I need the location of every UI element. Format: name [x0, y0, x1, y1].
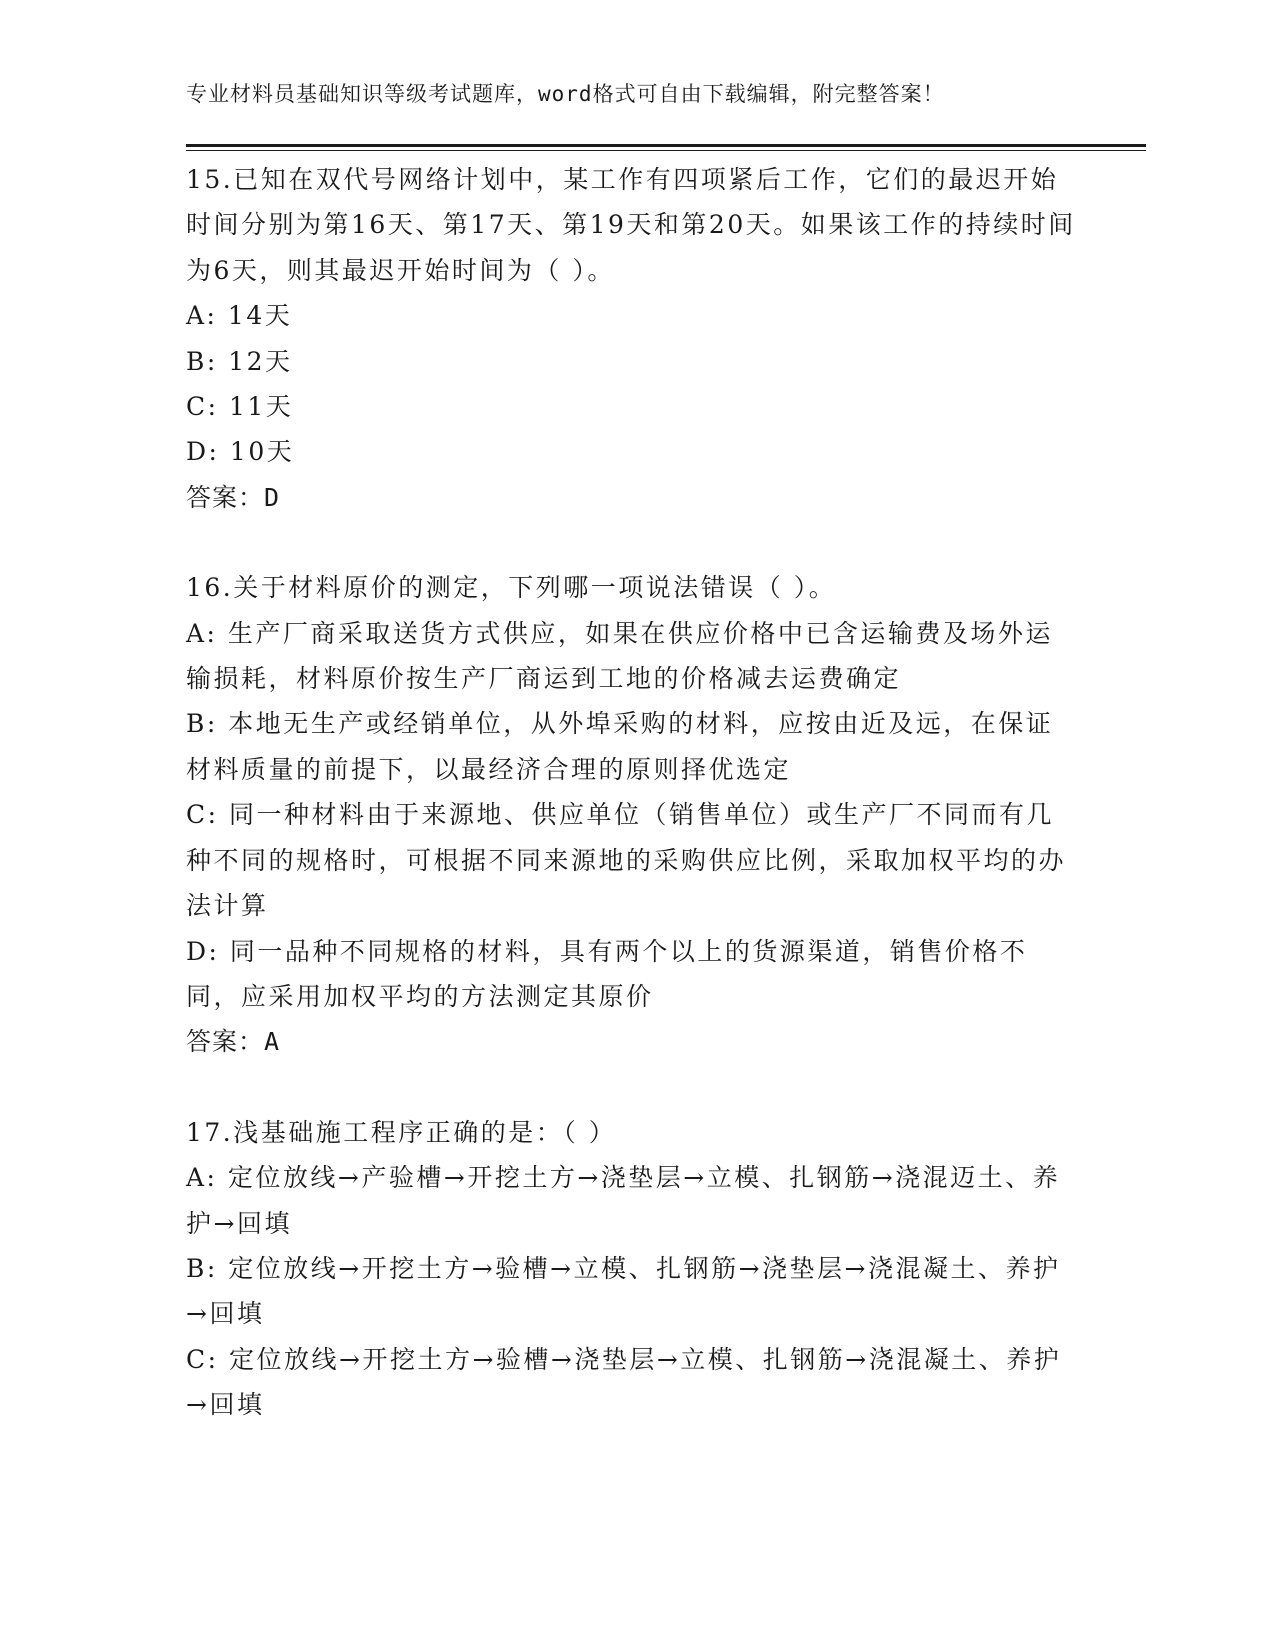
- question-17: [186, 1110, 1076, 1428]
- question-15: [186, 157, 1076, 520]
- question-stem: 15.已知在双代号网络计划中，某工作有四项紧后工作，它们的最迟开始时间分别为第16天、第17天、第19天和第20天。如果该工作的持续时间为6天，则其最迟开始时间为（ ）。: [186, 165, 1076, 285]
- option-d: D: 10天: [186, 437, 295, 467]
- answer-line: 答案：A: [186, 1027, 281, 1057]
- option-a: A: 14天: [186, 301, 293, 331]
- question-list: [186, 157, 1076, 1428]
- spacer: [186, 1065, 1076, 1110]
- option-c: C: 11天: [186, 392, 294, 422]
- header-rule-thick: [186, 144, 1146, 147]
- option-b: B: 定位放线→开挖土方→验槽→立模、扎钢筋→浇垫层→浇混凝土、养护→回填: [186, 1253, 1061, 1329]
- question-16: [186, 565, 1076, 1064]
- option-d: D: 同一品种不同规格的材料，具有两个以上的货源渠道，销售价格不同，应采用加权平均的方法测定其原价: [186, 936, 1028, 1011]
- page-header: 专业材料员基础知识等级考试题库，word格式可自由下载编辑，附完整答案！: [186, 82, 945, 106]
- header-rule-thin: [186, 150, 1146, 151]
- question-stem: 16.关于材料原价的测定，下列哪一项说法错误（ ）。: [186, 573, 837, 603]
- option-a: A: 定位放线→产验槽→开挖土方→浇垫层→立模、扎钢筋→浇混迈土、养护→回填: [186, 1163, 1061, 1238]
- option-c: C: 同一种材料由于来源地、供应单位（销售单位）或生产厂不同而有几种不同的规格时，可根据不同来源地的采购供应比例，采取加权平均的办法计算: [186, 800, 1067, 921]
- question-stem: 17.浅基础施工程序正确的是：（ ）: [186, 1117, 617, 1147]
- option-c: C: 定位放线→开挖土方→验槽→浇垫层→立模、扎钢筋→浇混凝土、养护→回填: [186, 1344, 1062, 1420]
- option-b: B: 本地无生产或经销单位，从外埠采购的材料，应按由近及远，在保证材料质量的前提下，以最经济合理的原则择优选定: [186, 709, 1054, 784]
- answer-line: 答案：D: [186, 482, 281, 512]
- option-b: B: 12天: [186, 346, 293, 376]
- option-a: A: 生产厂商采取送货方式供应，如果在供应价格中已含运输费及场外运输损耗，材料原价按生产厂商运到工地的价格减去运费确定: [186, 618, 1053, 694]
- spacer: [186, 520, 1076, 565]
